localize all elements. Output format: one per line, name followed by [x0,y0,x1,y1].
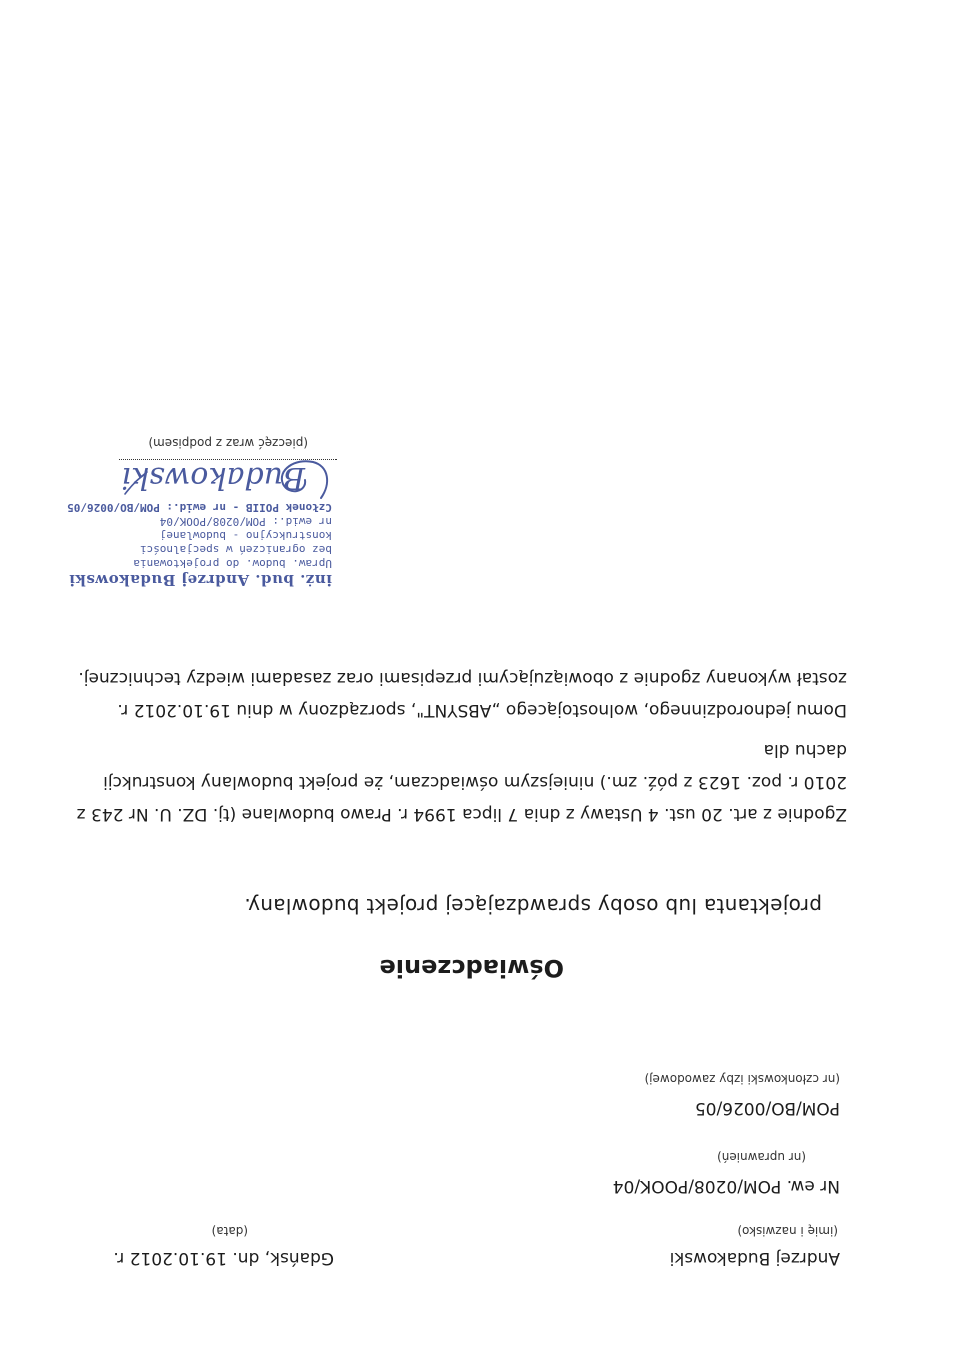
date-caption: (data) [211,1224,248,1238]
author-name: Andrzej Budakowski [669,1248,840,1268]
place-date: Gdańsk, dn. 19.10.2012 r. [113,1248,334,1268]
signature-caption: (pieczęć wraz z podpisem) [148,436,308,450]
license-caption: (nr uprawnień) [717,1150,806,1164]
body-line-5: został wykonany zgodnie z obowiązującymi przepisami oraz zasadami wiedzy technicznej. [78,668,847,688]
stamp-line-2: Upraw. budow. do projektowania [133,557,332,570]
body-line-3: dachu dla [763,740,847,760]
stamp-line-5: nr ewid.: POM/0208/POOK/04 [159,515,332,528]
handwritten-signature [120,454,335,506]
license-number: Nr ew. POM/0208/POOK/04 [612,1176,840,1196]
stamp-line-1: inż. bud. Andrzej Budakowski [68,571,332,589]
stamp-line-4: konstrukcyjno - budowlanej [159,529,332,542]
body-line-1: Zgodnie z art. 20 ust. 4 Ustawy z dnia 7 lipca 1994 r. Prawo budowlane (tj. DZ. U. Nr 243 z [76,804,847,824]
document-subtitle: projektanta lub osoby sprawdzającej projekt budowlany. [244,894,822,918]
author-name-caption: (imię i nazwisko) [737,1224,838,1238]
signature-text: Budakowski [121,460,305,495]
chamber-number: POM/BO/0026/05 [694,1098,840,1118]
document-title: Oświadczenie [379,954,564,982]
body-line-2: 2010 r. poz. 1623 z póź. zm.) niniejszym oświadczam, że projekt budowlany konstrukcji [103,772,847,792]
stamp-line-3: bez ograniczeń w specjalności [139,543,332,556]
body-line-4: Domu jednorodzinnego, wolnostojącego „ABSYNT", sporządzony w dniu 19.10.2012 r. [117,700,847,720]
signature-dotted-line [119,459,337,460]
engineer-stamp [67,500,332,590]
stamp-line-6: Członek POIIB - nr ewid.: POM/BO/0026/05 [67,501,332,514]
chamber-caption: (nr członkowski izby zawodowej) [644,1072,840,1086]
